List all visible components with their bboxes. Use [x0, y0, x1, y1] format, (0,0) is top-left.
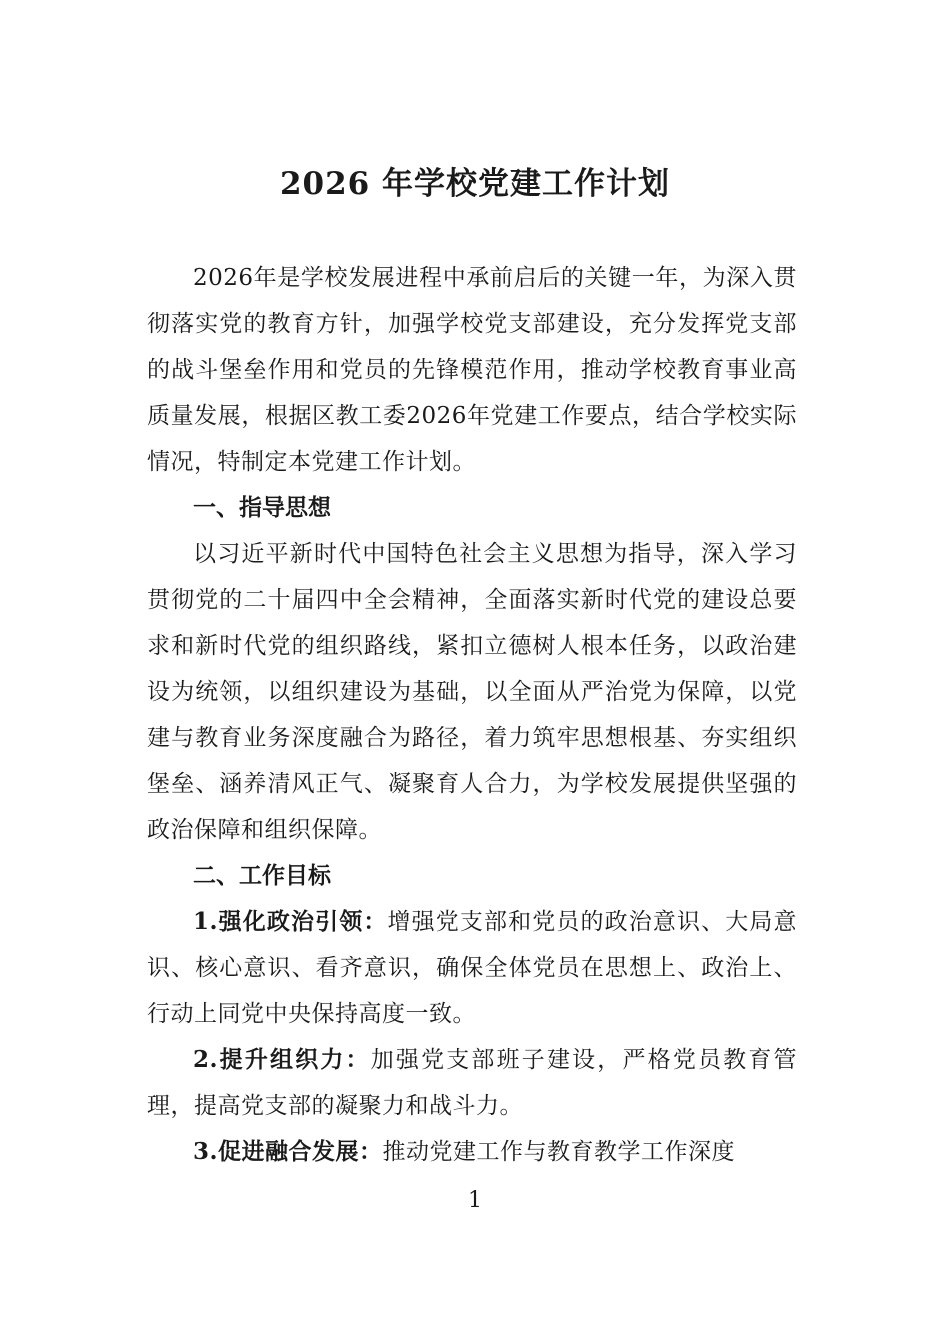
goal-item-lead: 3.促进融合发展： [193, 1138, 383, 1165]
document-body [147, 255, 797, 1175]
section-heading-work-goals: 二、工作目标 [193, 863, 331, 889]
page-number: 1 [468, 1188, 482, 1213]
intro-paragraph: 2026年是学校发展进程中承前启后的关键一年，为深入贯彻落实党的教育方针，加强学校党支部建设，充分发挥党支部的战斗堡垒作用和党员的先锋模范作用，推动学校教育事业高质量发展，根据区教工委2026年党建工作要点，结合学校实际情况，特制定本党建工作计划。 [147, 265, 797, 475]
goal-item-text: 增强党支部和党员的政治意识、大局意识、核心意识、看齐意识，确保全体党员在思想上、政治上、行动上同党中央保持高度一致。 [147, 909, 798, 1027]
goal-item-lead: 1.强化政治引领： [193, 908, 388, 935]
guiding-ideology-paragraph: 以习近平新时代中国特色社会主义思想为指导，深入学习贯彻党的二十届四中全会精神，全面落实新时代党的建设总要求和新时代党的组织路线，紧扣立德树人根本任务，以政治建设为统领，以组织建设为基础，以全面从严治党为保障，以党建与教育业务深度融合为路径，着力筑牢思想根基、夯实组织堡垒、涵养清风正气、凝聚育人合力，为学校发展提供坚强的政治保障和组织保障。 [147, 541, 797, 843]
goal-item-text: 推动党建工作与教育教学工作深度 [382, 1139, 736, 1165]
goal-item-integration [147, 1129, 797, 1175]
goal-item-organization [147, 1037, 797, 1129]
page-title: 2026 年学校党建工作计划 [279, 166, 671, 202]
goal-item-political-leadership [147, 899, 797, 1037]
goal-item-text: 加强党支部班子建设，严格党员教育管理，提高党支部的凝聚力和战斗力。 [147, 1047, 798, 1119]
goal-item-lead: 2.提升组织力： [193, 1046, 371, 1073]
section-heading-guiding-ideology: 一、指导思想 [193, 495, 331, 521]
